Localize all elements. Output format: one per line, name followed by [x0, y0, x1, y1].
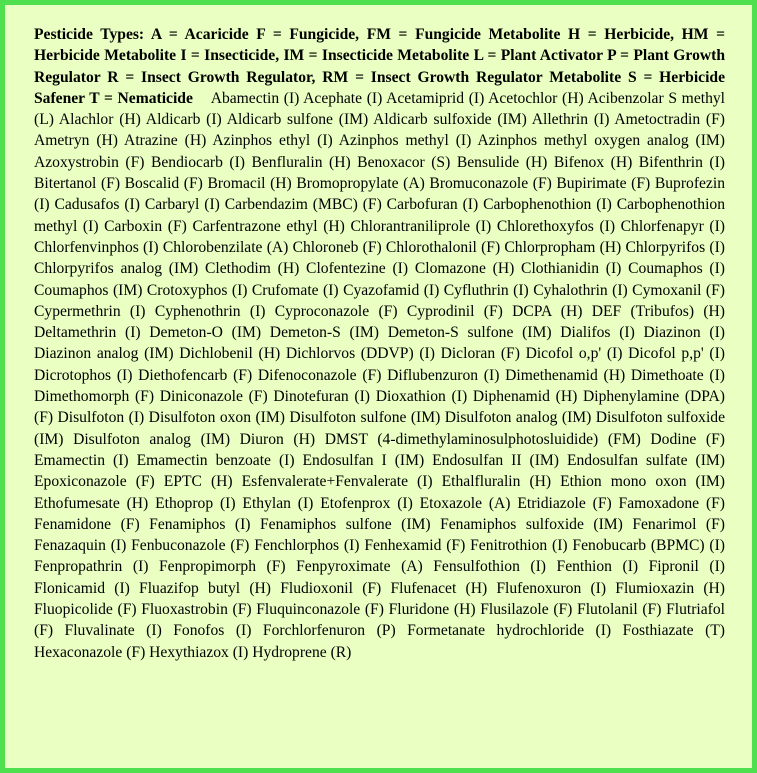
pesticide-paragraph	[34, 24, 725, 663]
pesticide-types-legend: Pesticide Types: A = Acaricide F = Fungicide, FM = Fungicide Metabolite H = Herbicide, HM = Herbicide Metabolite I = Insecticide, IM = Insecticide Metabolite L = Plant Activator P = Plant Growth Regulator R = Insect Growth Regulator, RM = Insect Growth Regulator Metabolite S = Herbicide Safener T = Nematicide	[34, 26, 725, 107]
pesticide-list: Abamectin (I) Acephate (I) Acetamiprid (I) Acetochlor (H) Acibenzolar S methyl (L) Alachlor (H) Aldicarb (I) Aldicarb sulfone (IM) Aldicarb sulfoxide (IM) Allethrin (I) Ametoctradin (F) Ametryn (H) Atrazine (H) Azinphos ethyl (I) Azinphos methyl (I) Azinphos methyl oxygen analog (IM) Azoxystrobin (F) Bendiocarb (I) Benfluralin (H) Benoxacor (S) Bensulide (H) Bifenox (H) Bifenthrin (I) Bitertanol (F) Boscalid (F) Bromacil (H) Bromopropylate (A) Bromuconazole (F) Bupirimate (F) Buprofezin (I) Cadusafos (I) Carbaryl (I) Carbendazim (MBC) (F) Carbofuran (I) Carbophenothion (I) Carbophenothion methyl (I) Carboxin (F) Carfentrazone ethyl (H) Chlorantraniliprole (I) Chlorethoxyfos (I) Chlorfenapyr (I) Chlorfenvinphos (I) Chlorobenzilate (A) Chloroneb (F) Chlorothalonil (F) Chlorpropham (H) Chlorpyrifos (I) Chlorpyrifos analog (IM) Clethodim (H) Clofentezine (I) Clomazone (H) Clothianidin (I) Coumaphos (I) Coumaphos (IM) Crotoxyphos (I) Crufomate (I) Cyazofamid (I) Cyfluthrin (I) Cyhalothrin (I) Cymoxanil (F) Cypermethrin (I) Cyphenothrin (I) Cyproconazole (F) Cyprodinil (F) DCPA (H) DEF (Tribufos) (H) Deltamethrin (I) Demeton-O (IM) Demeton-S (IM) Demeton-S sulfone (IM) Dialifos (I) Diazinon (I) Diazinon analog (IM) Dichlobenil (H) Dichlorvos (DDVP) (I) Dicloran (F) Dicofol o,p' (I) Dicofol p,p' (I) Dicrotophos (I) Diethofencarb (F) Difenoconazole (F) Diflubenzuron (I) Dimethenamid (H) Dimethoate (I) Dimethomorph (F) Diniconazole (F) Dinotefuran (I) Dioxathion (I) Diphenamid (H) Diphenylamine (DPA) (F) Disulfoton (I) Disulfoton oxon (IM) Disulfoton sulfone (IM) Disulfoton analog (IM) Disulfoton sulfoxide (IM) Disulfoton analog (IM) Diuron (H) DMST (4-dimethylaminosulphotosluidide) (FM) Dodine (F) Emamectin (I) Emamectin benzoate (I) Endosulfan I (IM) Endosulfan II (IM) Endosulfan sulfate (IM) Epoxiconazole (F) EPTC (H) Esfenvalerate+Fenvalerate (I) Ethalfluralin (H) Ethion mono oxon (IM) Ethofumesate (H) Ethoprop (I) Ethylan (I) Etofenprox (I) Etoxazole (A) Etridiazole (F) Famoxadone (F) Fenamidone (F) Fenamiphos (I) Fenamiphos sulfone (IM) Fenamiphos sulfoxide (IM) Fenarimol (F) Fenazaquin (I) Fenbuconazole (F) Fenchlorphos (I) Fenhexamid (F) Fenitrothion (I) Fenobucarb (BPMC) (I) Fenpropathrin (I) Fenpropimorph (F) Fenpyroximate (A) Fensulfothion (I) Fenthion (I) Fipronil (I) Flonicamid (I) Fluazifop butyl (H) Fludioxonil (F) Flufenacet (H) Flufenoxuron (I) Flumioxazin (H) Fluopicolide (F) Fluoxastrobin (F) Fluquinconazole (F) Fluridone (H) Flusilazole (F) Flutolanil (F) Flutriafol (F) Fluvalinate (I) Fonofos (I) Forchlorfenuron (P) Formetanate hydrochloride (I) Fosthiazate (T) Hexaconazole (F) Hexythiazox (I) Hydroprene (R)	[34, 89, 725, 661]
